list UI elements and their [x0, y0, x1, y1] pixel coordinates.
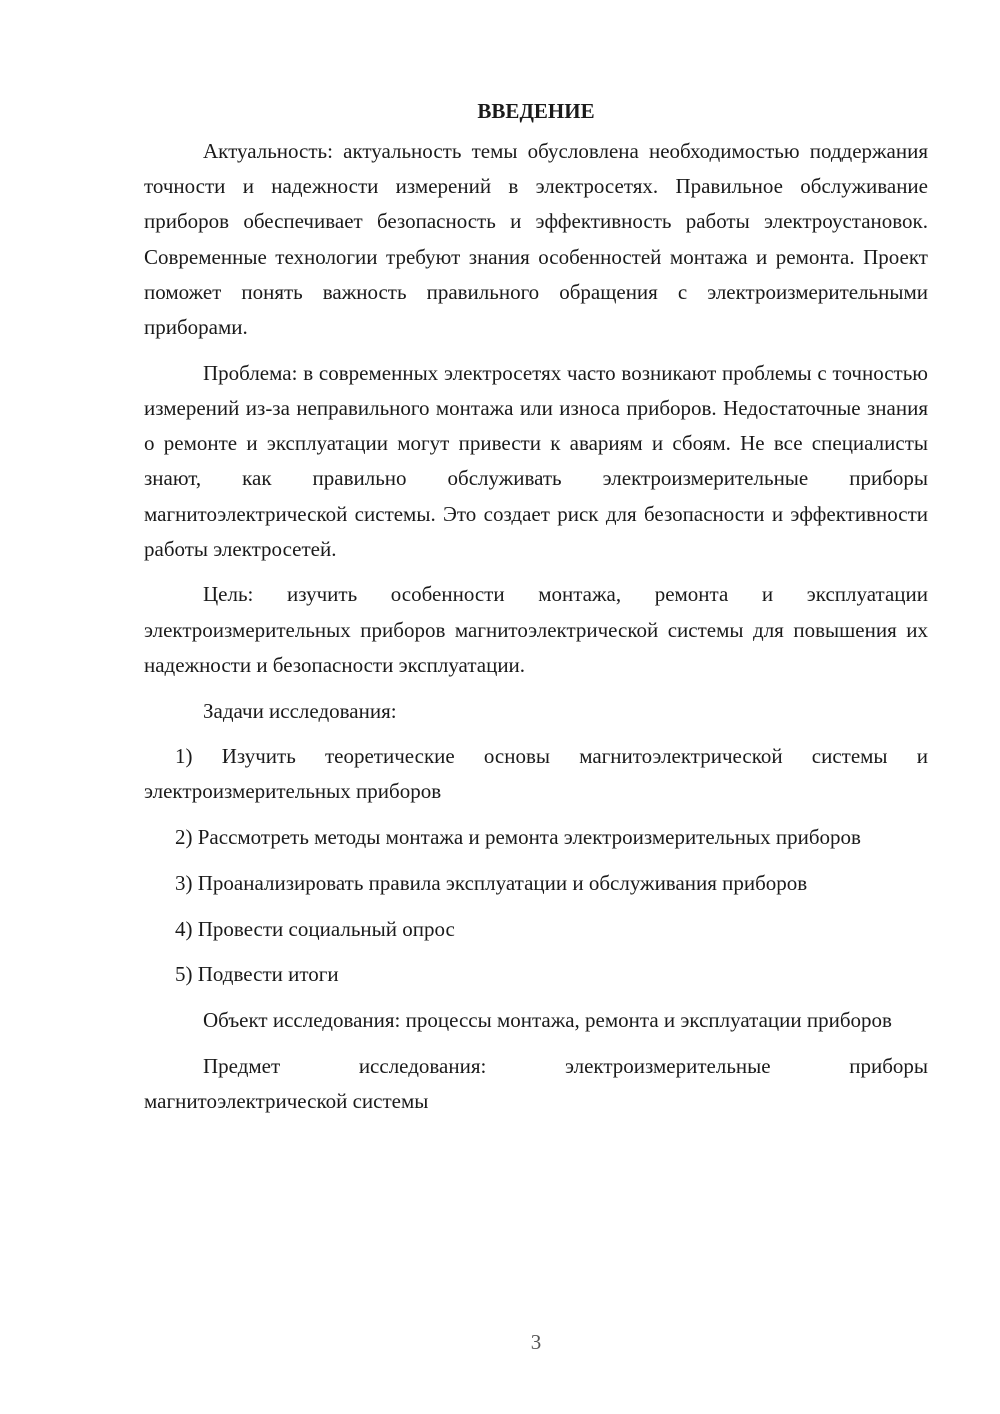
list-item-task-2: 2) Рассмотреть методы монтажа и ремонта электроизмерительных приборов [175, 825, 861, 850]
paragraph-relevance: Актуальность: актуальность темы обусловлена необходимостью поддержания точности и надежности измерений в электросетях. Правильное обслуживание приборов обеспечивает безопасность и эффективность работы электроустановок. Современные технологии требуют знания особенностей монтажа и ремонта. Проект поможет понять важность правильного обращения с электроизмерительными приборами. [144, 139, 928, 340]
paragraph-subject-line-2: магнитоэлектрической системы [144, 1088, 429, 1113]
paragraph-goal: Цель: изучить особенности монтажа, ремонта и эксплуатации электроизмерительных приборов магнитоэлектрической системы для повышения их надежности и безопасности эксплуатации. [144, 582, 928, 677]
document-page [144, 94, 928, 1119]
paragraph-object: Объект исследования: процессы монтажа, ремонта и эксплуатации приборов [203, 1007, 892, 1032]
tasks-heading: Задачи исследования: [203, 698, 397, 723]
page-title: ВВЕДЕНИЕ [477, 99, 595, 123]
page-number: 3 [530, 1330, 542, 1354]
paragraph-problem: Проблема: в современных электросетях часто возникают проблемы с точностью измерений из-за неправильного монтажа или износа приборов. Недостаточные знания о ремонте и эксплуатации могут привести к авариям и сбоям. Не все специалисты знают, как правильно обслуживать электроизмерительные приборы магнитоэлектрической системы. Это создает риск для безопасности и эффективности работы электросетей. [144, 360, 928, 561]
list-item-task-5: 5) Подвести итоги [175, 962, 339, 987]
list-item-task-3: 3) Проанализировать правила эксплуатации и обслуживания приборов [175, 870, 808, 895]
list-item-task-1: 1) Изучить теоретические основы магнитоэлектрической системы и электроизмерительных приборов [144, 744, 928, 804]
list-item-task-4: 4) Провести социальный опрос [175, 916, 455, 941]
paragraph-subject-line-1: Предмет исследования: электроизмерительные приборы [203, 1053, 928, 1078]
